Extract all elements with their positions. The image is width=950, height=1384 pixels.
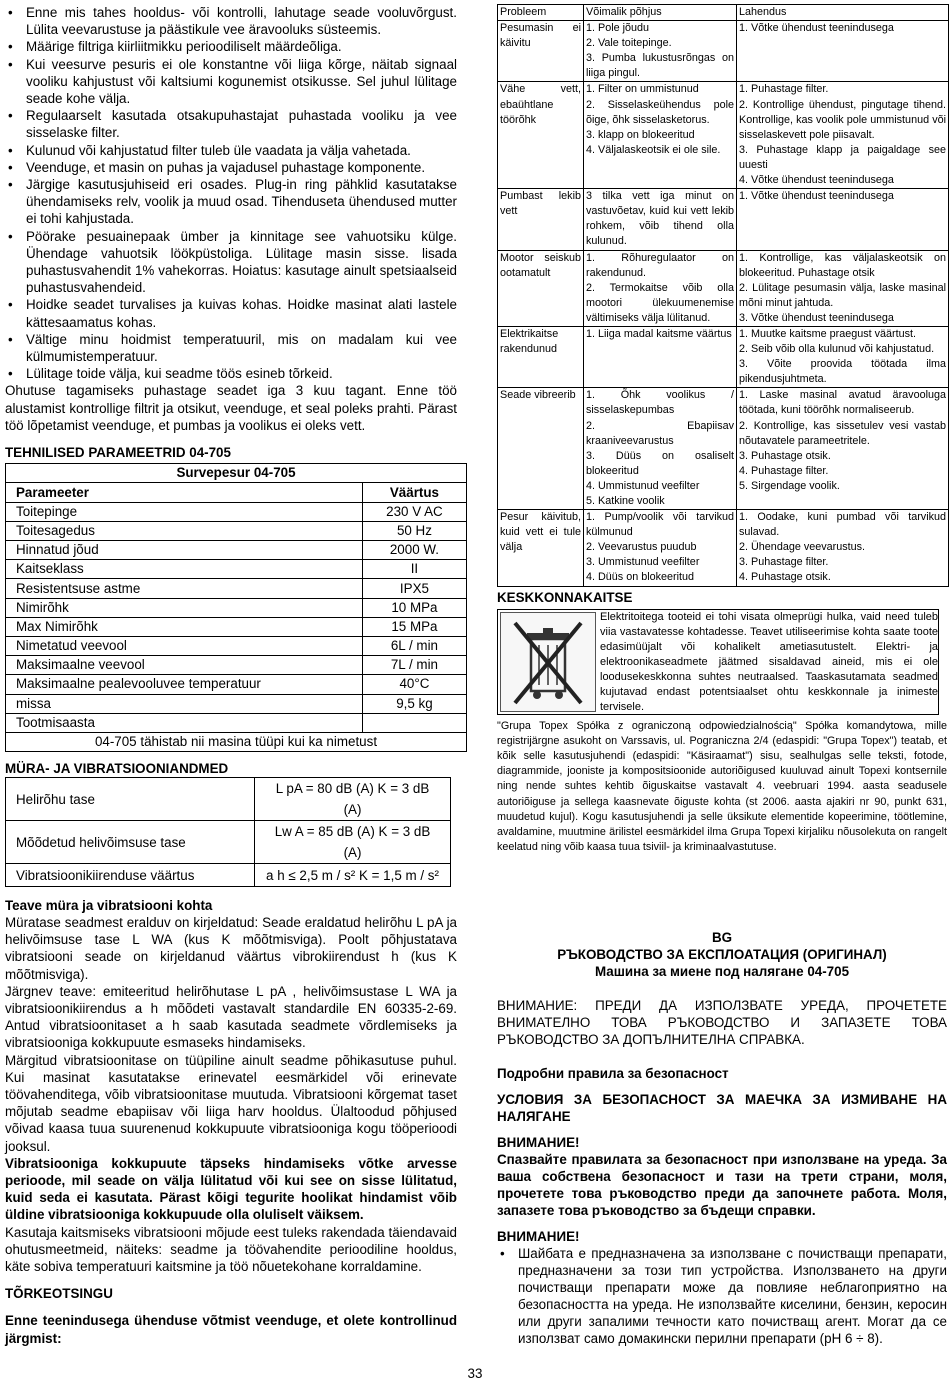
solution-cell [737,510,949,586]
cause-cell [584,21,737,82]
cause-line: 4. Düüs on blokeeritud [586,571,695,584]
noise-value: Lw A = 85 dB (A) K = 3 dB (A) [255,821,451,864]
cause-line: 2. Ebapiisav kraaniveevarustus [586,419,734,447]
maintenance-bullet-item: • Hoidke seadet turvalises ja kuivas kohas. Hoidke masinat alati lastele kättesaamatus kohas. [5,296,457,330]
solution-line: 2. Seib võib olla kulunud või kahjustatud. [739,343,935,356]
solution-line: 2. Kontrollige ühendust, pingutage tihend. Kontrollige, kas voolik pole ummistunud või sisselaskevett pole piisavalt. [739,98,946,141]
maintenance-bullet-item: • Kulunud või kahjustatud filter tuleb üle vaadata ja välja vahetada. [5,142,457,159]
params-caption-row [6,464,467,483]
bg-attention-1: ВНИМАНИЕ! [497,1135,580,1151]
noise-paragraph: Märgitud vibratsioonitase on tüüpiline ainult seadme põhikasutuse puhul. Kui masinat kasutatakse erinevatel eesmärkidel või erinevate töövahenditega, võib vibratsioonitase muutuda. Vibratsiooni kõrgemat taset mõjutab seadme ebapiisav või liiga harv hooldus. Ülaltoodud põhjused võivad kaasa tuua suurenenud kokkupuute vibratsiooniga kogu tööperioodi jooksul. [5,1052,457,1154]
cause-line: 1. Õhk voolikus / sisselaskepumbas [586,389,734,417]
problem-cell: Vähe vett, ebaühtlane töörõhk [498,82,584,189]
maintenance-bullet-item: • Määrige filtriga kiirliitmikku perioodiliselt määrdeõliga. [5,38,457,55]
cause-line: 3. klapp on blokeeritud [586,128,695,141]
page-number: 33 [467,1366,483,1381]
table-row [6,713,467,732]
solution-cell [737,388,949,510]
table-row [498,82,949,189]
param-value: 7L / min [362,656,466,675]
param-value: 15 MPa [362,617,466,636]
maintenance-bullet-item: • Veenduge, et masin on puhas ja vajadusel puhastage komponente. [5,159,457,176]
problem-cell: Elektrikaitse rakendunud [498,326,584,387]
solution-line: 3. Võite proovida töötada ilma pikendusjuhtmeta. [739,358,946,386]
param-name: Hinnatud jõud [6,541,363,560]
param-name: Tootmisaasta [6,713,363,732]
params-header-row [6,483,467,502]
bg-conditions: УСЛОВИЯ ЗА БЕЗОПАСНОСТ ЗА МАЕЧКА ЗА ИЗМИВАНЕ НА НАЛЯГАНЕ [497,1092,947,1125]
maintenance-bullet-item: • Järgige kasutusjuhiseid eri osades. Plug-in ring pähklid kasutatakse ühendamiseks relv, voolik ja muud osad. Tihenduseta ühendused mutter ei tohi kahjustada. [5,176,457,228]
legal-notice: "Grupa Topex Spółka z ograniczoną odpowiedzialnością" Spółka komandytowa, mille registrijärgne asukoht on Varssavis, ul. Pograniczna 2/4 (edaspidi: "Grupa Topex") teatab, et kõik selle kasutusjuhendi (edaspidi: "Käsiraamat") sisu, sealhulgas selle teksti, fotode, diagrammide, jooniste ja kompositsioonide autoriõigused kuuluvad ainult Topexi kontsernile ning nende suhtes kehtib õiguskaitse vastavalt 4. veebruari 1994. aasta seadusele autoriõiguse ja sellega kaasnevate õiguste kohta (st 2006. aasta ajakiri nr 90, punkt 631, muudetud kujul). Kogu kasutusjuhendi ja selle üksikute elementide kopeerimine, töötlemine, avaldamine, muutmine ärilistel eesmärkidel ilma Grupa Topexi kirjaliku nõusolekuta on rangelt keelatud ning võib kaasa tuua tsiviil- ja kriminaalvastutuse. [497,719,947,854]
solution-cell [737,250,949,326]
cause-line: 3. Ummistunud veefilter [586,556,700,569]
param-name: Nimetatud veevool [6,636,363,655]
param-name: Max Nimirõhk [6,617,363,636]
noise-value: L pA = 80 dB (A) K = 3 dB (A) [255,778,451,821]
table-row [498,250,949,326]
cause-cell [584,510,737,586]
solution-line: 2. Kontrollige, kas sissetulev vesi vastab nõutavatele parameetritele. [739,419,946,447]
param-value: II [362,560,466,579]
cause-line: 1. Liiga madal kaitsme väärtus [586,327,732,340]
table-row [6,778,451,821]
param-name: Kaitseklass [6,560,363,579]
troubleshoot-table [497,4,949,587]
bg-warning: ВНИМАНИЕ: ПРЕДИ ДА ИЗПОЛЗВАТЕ УРЕДА, ПРОЧЕТЕТЕ ВНИМАТЕЛНО ТОВА РЪКОВОДСТВО И ЗАПАЗЕТЕ ТОВА РЪКОВОДСТВО ЗА ДОПЪЛНИТЕЛНА СПРАВКА. [497,998,947,1048]
param-value: 230 V AC [362,502,466,521]
param-name: missa [6,694,363,713]
maintenance-bullets [5,4,457,382]
protect-paragraph: Kasutaja kaitsmiseks vibratsiooni mõjude eest tuleks rakendada täiendavaid ohutusmeetmeid, näiteks: seadme ja töövahendite perioodiline hooldus, käte sobiva temperatuuri kaitsmine ja töö nõuetekohane korraldamine. [5,1224,457,1275]
cause-line: 3 tilka vett iga minut on vastuvõetav, kuid kui vett lekib rohkem, võib tihend olla kulunud. [586,190,734,248]
cause-line: 3. Pumba lukustusrõngas on liiga pingul. [586,52,734,80]
solution-cell [737,21,949,82]
noise-paragraphs [5,914,457,1155]
solution-cell [737,82,949,189]
param-name: Nimirõhk [6,598,363,617]
cause-line: 2. Vale toitepinge. [586,37,672,50]
cause-cell [584,388,737,510]
cause-line: 1. Pole jõudu [586,22,650,35]
problem-cell: Mootor seiskub ootamatult [498,250,584,326]
param-name: Maksimaalne pealevooluvee temperatuur [6,675,363,694]
param-value: 9,5 kg [362,694,466,713]
cause-line: 1. Rõhuregulaator on rakendunud. [586,251,734,279]
solution-line: 1. Kontrollige, kas väljalaskeotsik on blokeeritud. Puhastage otsik [739,251,946,279]
param-value: 40°C [362,675,466,694]
bg-safety-rules: Подробни правила за безопасност [497,1066,729,1082]
vibration-bold-paragraph: Vibratsiooniga kokkupuute täpseks hindamiseks võtke arvesse perioode, mil seade on välja lülitatud või kui see on sisse lülitatud, kuid seda ei kasutata. Pärast kõigi tegurite hoolikat hindamist võib üldine vibratsiooniga kokkupuude olla oluliselt väiksem. [5,1155,457,1223]
bg-subtitle: Машина за миене под налягане 04-705 [594,964,850,980]
noise-name: Vibratsioonikiirenduse väärtus [6,864,255,887]
solution-line: 4. Võtke ühendust teenindusega [739,174,894,187]
env-box [497,609,939,715]
safety-paragraph: Ohutuse tagamiseks puhastage seadet iga 3 kuu tagant. Enne töö alustamist kontrollige filtrit ja otsikut, veenduge, et seal poleks prahti. Pärast töö lõpetamist veenduge, et pumbas ja voolikus ei oleks vett. [5,383,457,433]
tech-params-table [5,463,467,752]
params-header-name: Parameeter [6,483,363,502]
solution-line: 3. Võtke ühendust teenindusega [739,311,894,324]
table-row [6,821,451,864]
solution-line: 4. Puhastage filter. [739,464,829,477]
table-row [498,189,949,250]
table-row [498,388,949,510]
problem-cell: Pumbast lekib vett [498,189,584,250]
param-name: Resistentsuse astme [6,579,363,598]
table-row [498,326,949,387]
maintenance-bullet-item: • Vältige minu hoidmist temperatuuril, mis on madalam kui vee külmumistemperatuur. [5,331,457,365]
noise-info-heading: Teave müra ja vibratsiooni kohta [5,897,213,913]
param-value: IPX5 [362,579,466,598]
noise-value: a h ≤ 2,5 m / s² K = 1,5 m / s² [255,864,451,887]
env-text: Elektritoitega tooteid ei tohi visata olmeprügi hulka, vaid need tuleb viia vastavatesse kohtadesse. Teavet utiliseerimise kohta saate toote edasimüüjalt või kohalikelt ametiasutustelt. Elektri- ja elektroonikaseadmete jäätmed sisaldavad aineid, mis ei ole loodusekeskkonna suhtes neutraalsed. Taaskasutamata seadmed kujutavad endast potentsiaalset ohtu keskkonnale ja inimeste tervisele. [600,610,938,713]
param-value: 2000 W. [362,541,466,560]
solution-line: 1. Võtke ühendust teenindusega [739,22,894,35]
cause-line: 4. Väljalaskeotsik ei ole sile. [586,143,721,156]
table-row [6,521,467,540]
table-row [6,502,467,521]
table-row [6,579,467,598]
solution-cell [737,326,949,387]
cause-cell [584,250,737,326]
params-header-value: Väärtus [362,483,466,502]
param-value: 50 Hz [362,521,466,540]
maintenance-bullet-item: • Pöörake pesuainepaak ümber ja kinnitage see vahuotsiku külge. Ühendage vahuotsik löökpüstoliga. Lülitage masin sisse. lisada puhastusvahendit 1% vahekorras. Hoiatus: kasutage ainult spetsiaalseid puhastusvahendeid. [5,228,457,297]
solution-line: 4. Puhastage otsik. [739,571,831,584]
table-row [6,675,467,694]
noise-name: Helirõhu tase [6,778,255,821]
cause-line: 3. Düüs on osaliselt blokeeritud [586,449,734,477]
noise-name: Mõõdetud helivõimsuse tase [6,821,255,864]
problem-cell: Pesur käivitub, kuid vett ei tule välja [498,510,584,586]
params-footer: 04-705 tähistab nii masina tüüpi kui ka nimetust [6,732,467,751]
troubleshoot-heading: TÕRKEOTSINGU [5,1286,113,1302]
header-cause: Võimalik põhjus [584,5,737,21]
bg-bullets [497,1245,947,1347]
solution-cell [737,189,949,250]
cause-line: 2. Veevarustus puudub [586,541,697,554]
bg-attention-2: ВНИМАНИЕ! [497,1229,580,1245]
bg-attention-text: Спазвайте правилата за безопасност при използване на уреда. За ваша собствена безопасност и тази на трети страни, моля, прочетете това ръководство преди да започнете работа. Моля, запазете това ръководство за бъдещи справки. [497,1152,947,1219]
maintenance-bullet-item: • Lülitage toide välja, kui seadme töös esineb tõrkeid. [5,365,457,382]
solution-line: 5. Sirgendage voolik. [739,479,840,492]
bg-section [497,929,947,1347]
tech-heading: TEHNILISED PARAMEETRID 04-705 [5,445,231,461]
solution-line: 2. Ühendage veevarustus. [739,541,866,554]
table-row [6,541,467,560]
problem-cell: Pesumasin ei käivitu [498,21,584,82]
table-row [6,598,467,617]
param-value: 10 MPa [362,598,466,617]
param-name: Maksimaalne veevool [6,656,363,675]
solution-line: 1. Puhastage filter. [739,83,829,96]
problem-cell: Seade vibreerib [498,388,584,510]
cause-line: 1. Pump/voolik või tarvikud külmunud [586,511,734,539]
solution-line: 1. Muutke kaitsme praegust väärtust. [739,327,917,340]
bg-bullet-item: • Шайбата е предназначена за използване с почистващи препарати, предназначени за този тип устройства. Използването на други почистващи препарати може да повлияе неблагоприятно на безопасността на уреда. Не използвайте киселини, бензин, керосин или други запалими течности като почистващ агент. Могат да се използват само домакински перилни препарати (pH 6 ÷ 8). [497,1245,947,1347]
table-row [6,560,467,579]
cause-line: 2. Termokaitse võib olla mootori ülekuumenemise vältimiseks välja lülitanud. [586,281,734,324]
cause-line: 5. Katkine voolik [586,495,665,507]
param-value [362,713,466,732]
noise-table [5,777,451,887]
header-solution: Lahendus [737,5,949,21]
troubleshoot-intro: Enne teenindusega ühenduse võtmist veenduge, et olete kontrollinud järgmist: [5,1313,457,1346]
maintenance-bullet-item: • Kui veesurve pesuris ei ole konstantne või liiga kõrge, näitab signaal vooliku kahjustust või kaltsiumi kogunemist otsikusse. Sel juhul lülitage seade kohe välja. [5,56,457,108]
bg-title: РЪКОВОДСТВО ЗА ЕКСПЛОАТАЦИЯ (ОРИГИНАЛ) [557,947,887,963]
maintenance-bullet-item: • Enne mis tahes hooldus- või kontrolli, lahutage seade vooluvõrgust. Lülita veevarustuse ja päästikule vee äravooluks süsteemis. [5,4,457,38]
solution-line: 1. Laske masinal avatud äravooluga töötada, kuni töörõhk normaliseerub. [739,389,946,417]
noise-paragraph: Järgnev teave: emiteeritud helirõhutase L pA , helivõimsustase L WA ja vibratsioonikiirendus a h mõõdeti vastavalt standardile EN 60335-2-69. Antud vibratsioonitaset a h saab kasutada seadmete võrdlemiseks ja vibratsiooniga kokkupuute esmaseks hindamiseks. [5,983,457,1051]
table-row [6,694,467,713]
cause-cell [584,82,737,189]
table-row [6,656,467,675]
params-footer-row [6,732,467,751]
bg-lang: BG [711,930,733,946]
crossed-bin-icon [500,612,596,712]
table-row [498,510,949,586]
solution-line: 3. Puhastage klapp ja paigaldage see uuesti [739,143,946,171]
header-problem: Probleem [498,5,584,21]
noise-paragraph: Müratase seadmest eralduv on kirjeldatud: Seade eraldatud helirõhu L pA ja helivõimsuse tase L WA (kus K mõõtmisviga). Poolt põhjustatava vibratsiooni seade on kirjeldanud väärtus vibrokiirendust h (kus K mõõtmisviga). [5,915,457,982]
cause-line: 1. Filter on ummistunud [586,83,699,96]
env-heading: KESKKONNAKAITSE [497,589,633,605]
solution-line: 1. Oodake, kuni pumbad või tarvikud sulavad. [739,511,946,539]
cause-line: 4. Ummistunud veefilter [586,479,700,492]
maintenance-bullet-item: • Regulaarselt kasutada otsakupuhastajat puhastada vooliku ja vee sisselaske filter. [5,107,457,141]
param-value: 6L / min [362,636,466,655]
solution-line: 2. Lülitage pesumasin välja, laske masinal mõni minut jahtuda. [739,281,946,309]
noise-heading: MÜRA- JA VIBRATSIOONIANDMED [5,761,229,777]
solution-line: 1. Võtke ühendust teenindusega [739,190,894,203]
cause-line: 2. Sisselaskeühendus pole õige, õhk sisselasketorus. [586,98,734,126]
param-name: Toitepinge [6,502,363,521]
table-row [498,21,949,82]
left-column [5,4,457,1347]
cause-cell [584,326,737,387]
table-row [6,617,467,636]
troubleshoot-header-row [498,5,949,21]
solution-line: 3. Puhastage filter. [739,556,829,569]
params-caption: Survepesur 04-705 [6,464,467,483]
right-column [497,4,947,1347]
table-row [6,864,451,887]
param-name: Toitesagedus [6,521,363,540]
table-row [6,636,467,655]
solution-line: 3. Puhastage otsik. [739,449,831,462]
cause-cell [584,189,737,250]
